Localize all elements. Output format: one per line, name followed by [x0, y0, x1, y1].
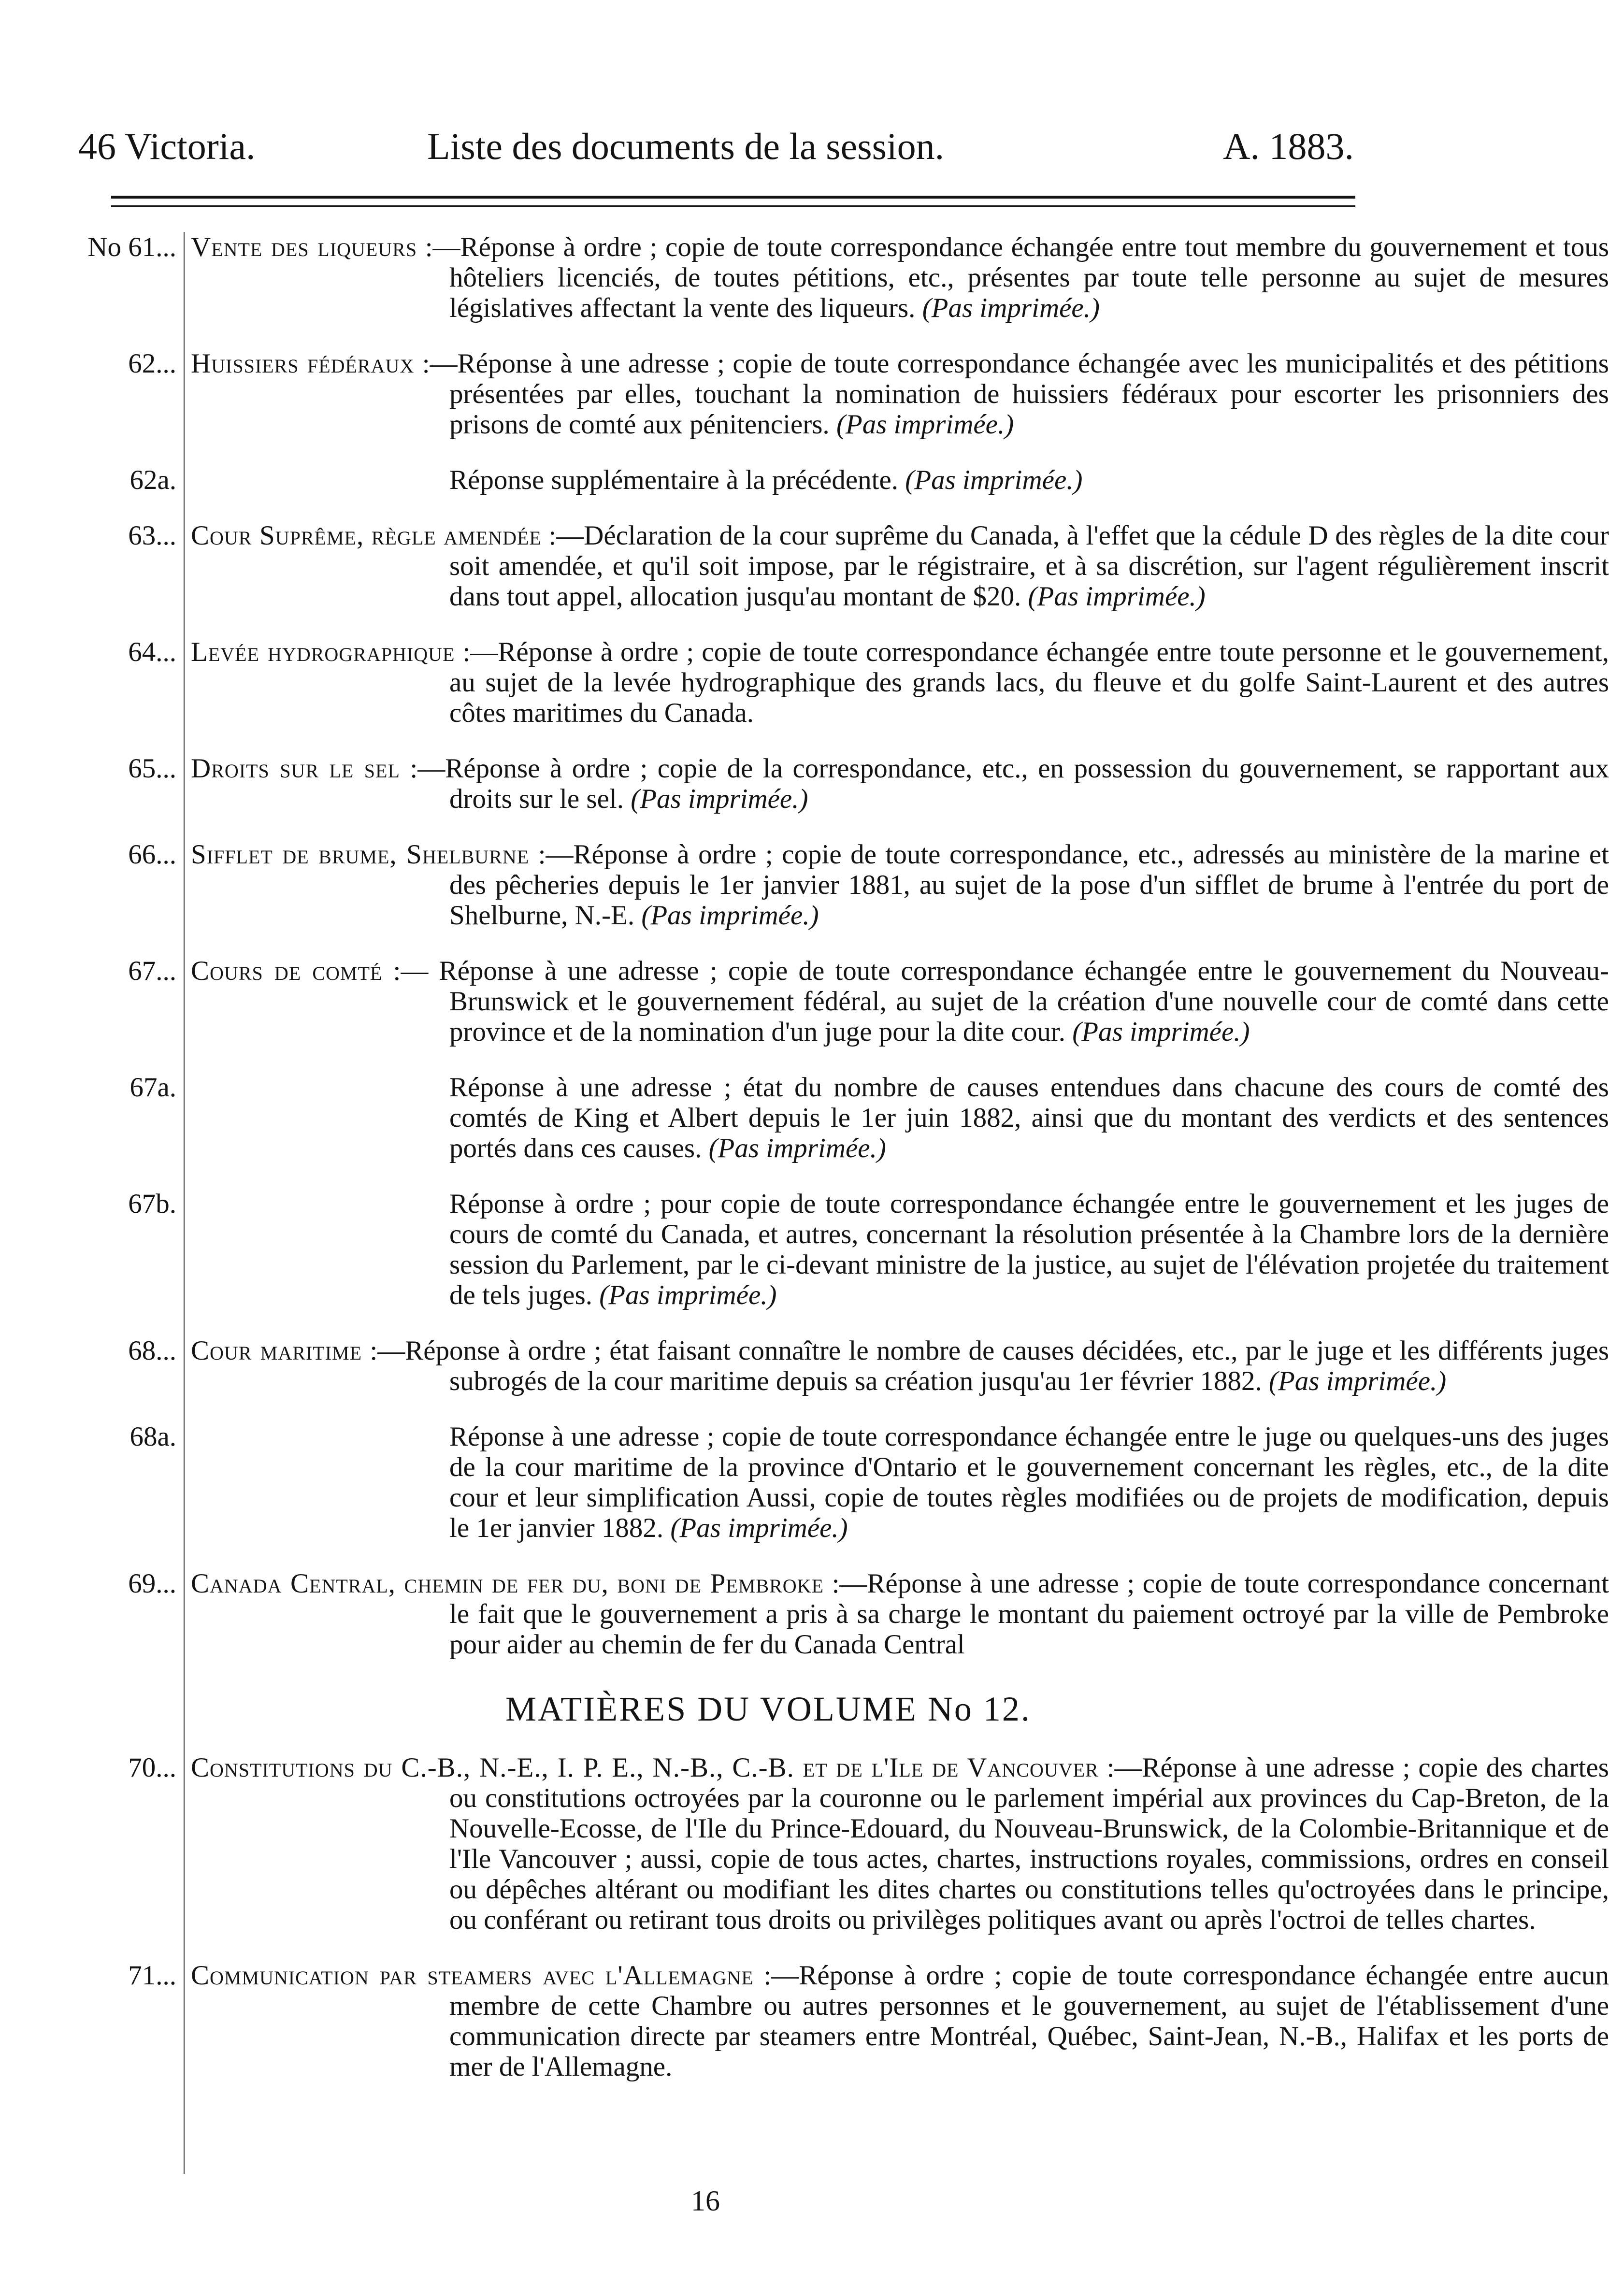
entry-print-note: (Pas imprimée.)	[670, 1513, 848, 1543]
entry-text: Réponse à ordre ; copie de toute correspondance échangée entre tout membre du gouvernement et tous hôteliers licenciés, de toutes pétitions, etc., présentes par toute telle personne au sujet de mesures législatives affectant la vente des liqueurs.	[449, 232, 1609, 323]
entry-print-note: (Pas imprimée.)	[922, 293, 1100, 323]
entry-print-note: (Pas imprimée.)	[631, 784, 808, 814]
entry-separator: :—	[823, 1568, 867, 1599]
entry-body	[191, 1335, 1609, 1396]
entry-title: Constitutions du C.-B., N.-E., I. P. E., N.-B., C.-B. et de l'Ile de Vancouver	[191, 1752, 1099, 1783]
entry-print-note: (Pas imprimée.)	[708, 1133, 886, 1163]
entry-text: Réponse à une adresse ; copie de toute correspondance concernant le fait que le gouvernement a pris à sa charge le montant du paiement octroyé par la ville de Pembroke pour aider au chemin de fer du Canada Central	[449, 1568, 1609, 1660]
entry-separator: :—	[362, 1335, 405, 1366]
entry-number: 71...	[128, 1960, 176, 1991]
document-entry	[0, 1072, 1609, 1163]
entry-title: Huissiers fédéraux	[191, 348, 415, 379]
entry-number: 67a.	[129, 1072, 176, 1103]
entry-separator: :—	[753, 1960, 799, 1991]
entry-number: 62...	[128, 348, 176, 379]
entry-number: 63...	[128, 520, 176, 551]
document-entry	[0, 839, 1609, 931]
entry-separator: :—	[529, 839, 574, 870]
entry-title: Levée hydrographique	[191, 637, 455, 667]
entry-body	[191, 1752, 1609, 1935]
entry-print-note: (Pas imprimée.)	[1028, 581, 1206, 612]
document-entry	[0, 348, 1609, 440]
entry-text: Réponse à ordre ; pour copie de toute correspondance échangée entre le gouvernement et les juges de cours de comté du Canada, et autres, concernant la résolution présentée à la Chambre lors de la dernière session du Parlement, par le ci-devant ministre de la justice, au sujet de l'élévation projetée du traitement de tels juges.	[449, 1189, 1609, 1310]
header-rule-thin	[111, 205, 1355, 207]
entry-text: Réponse à une adresse ; état du nombre de causes entendues dans chacune des cours de comté des comtés de King et Albert depuis le 1er juin 1882, ainsi que du montant des verdicts et des sentences portés dans ces causes.	[449, 1072, 1609, 1163]
entry-number: 70...	[128, 1752, 176, 1783]
entry-text: Réponse à ordre ; état faisant connaître le nombre de causes décidées, etc., par le juge et les différents juges subrogés de la cour maritime depuis sa création jusqu'au 1er février 1882.	[405, 1335, 1609, 1396]
entry-text: Réponse à une adresse ; copie de toute correspondance échangée entre le juge ou quelques-uns des juges de la cour maritime de la province d'Ontario et le gouvernement concernant les règles, etc., de la dite cour et leur simplification Aussi, copie de toutes règles modifiées ou de projets de modification, depuis le 1er janvier 1882.	[449, 1421, 1609, 1543]
document-entry	[0, 1568, 1609, 1660]
entry-separator: :—	[400, 753, 445, 784]
entry-body	[191, 465, 1609, 495]
document-entry	[0, 232, 1609, 323]
page-header	[78, 120, 1354, 173]
entry-body	[191, 839, 1609, 931]
entry-body	[191, 956, 1609, 1047]
entry-number: 68a.	[129, 1421, 176, 1452]
entry-separator: :—	[1098, 1752, 1142, 1783]
entry-number: 66...	[128, 839, 176, 870]
entry-body	[191, 637, 1609, 728]
entry-body	[191, 1421, 1609, 1543]
document-entry	[0, 956, 1609, 1047]
entry-body	[191, 348, 1609, 440]
document-entry	[0, 1752, 1609, 1935]
document-entry	[0, 520, 1609, 612]
document-entry	[0, 753, 1609, 814]
header-year: A. 1883.	[1223, 125, 1354, 167]
document-entry	[0, 637, 1609, 728]
entry-number: 67b.	[128, 1189, 176, 1219]
entry-title: Sifflet de brume, Shelburne	[191, 839, 530, 870]
entry-text: Réponse à ordre ; copie de toute correspondance échangée entre toute personne et le gouvernement, au sujet de la levée hydrographique des grands lacs, du fleuve et du golfe Saint-Laurent et des autres côtes maritimes du Canada.	[449, 637, 1609, 728]
entry-body	[191, 1568, 1609, 1660]
entry-separator: :—	[541, 520, 584, 551]
entry-separator: :—	[414, 348, 458, 379]
entry-number: 69...	[128, 1568, 176, 1599]
entry-body	[191, 232, 1609, 323]
entry-body	[191, 520, 1609, 612]
entry-title: Vente des liqueurs	[191, 232, 417, 262]
entry-text: Réponse à ordre ; copie de la correspondance, etc., en possession du gouvernement, se rapportant aux droits sur le sel.	[445, 753, 1609, 814]
document-entry	[0, 465, 1424, 495]
entry-title: Droits sur le sel	[191, 753, 400, 784]
entry-number: No 61...	[87, 232, 176, 262]
entry-text: Réponse à ordre ; copie de toute correspondance échangée entre aucun membre de cette Chambre ou autres personnes et le gouvernement, au sujet de l'établissement d'une communication directe par steamers entre Montréal, Québec, Saint-Jean, N.-B., Halifax et les ports de mer de l'Allemagne.	[449, 1960, 1609, 2082]
document-entry	[0, 1335, 1609, 1396]
document-entry	[0, 1189, 1609, 1310]
entry-text: Déclaration de la cour suprême du Canada, à l'effet que la cédule D des règles de la dite cour soit amendée, et qu'il soit impose, par le régistraire, et à sa discrétion, sur l'agent régulièrement inscrit dans tout appel, allocation jusqu'au montant de $20.	[449, 520, 1609, 612]
section-title: MATIÈRES DU VOLUME No 12.	[505, 1690, 1031, 1728]
entry-separator: :—	[417, 232, 460, 262]
entry-print-note: (Pas imprimée.)	[905, 465, 1083, 495]
entry-print-note: (Pas imprimée.)	[1268, 1366, 1447, 1396]
entry-text: Réponse à ordre ; copie de toute correspondance, etc., adressés au ministère de la marine et des pêcheries depuis le 1er janvier 1881, au sujet de la pose d'un sifflet de brume à l'entrée du port de Shelburne, N.-E.	[449, 839, 1609, 931]
entry-number: 62a.	[129, 465, 176, 495]
entry-body	[191, 1960, 1609, 2082]
entry-text: Réponse à une adresse ; copie de toute correspondance échangée entre le gouvernement du Nouveau-Brunswick et le gouvernement fédéral, au sujet de la création d'une nouvelle cour de comté dans cette province et de la nomination d'un juge pour la dite cour.	[439, 956, 1609, 1047]
entry-title: Cour maritime	[191, 1335, 362, 1366]
entry-title: Cour Suprême, règle amendée	[191, 520, 542, 551]
header-rule-thick	[111, 196, 1355, 199]
page-number: 16	[691, 2185, 720, 2217]
entry-body	[191, 753, 1609, 814]
entry-print-note: (Pas imprimée.)	[1072, 1017, 1250, 1047]
entry-separator: :—	[455, 637, 498, 667]
entry-body	[191, 1072, 1609, 1163]
entry-text: Réponse à une adresse ; copie de toute correspondance échangée avec les municipalités et des pétitions présentées par elles, touchant la nomination de huissiers fédéraux pour escorter les prisonniers des prisons de comté aux pénitenciers.	[449, 348, 1609, 440]
entry-number: 67...	[128, 956, 176, 986]
entry-title: Communication par steamers avec l'Allemagne	[191, 1960, 754, 1991]
entry-title: Cours de comté	[191, 956, 383, 986]
entry-text: Réponse supplémentaire à la précédente.	[449, 465, 899, 495]
document-entry	[0, 1421, 1609, 1543]
entry-number: 64...	[128, 637, 176, 667]
document-list	[0, 232, 1609, 2107]
entry-print-note: (Pas imprimée.)	[599, 1280, 777, 1310]
entry-print-note: (Pas imprimée.)	[641, 900, 819, 931]
entry-number: 68...	[128, 1335, 176, 1366]
entry-number: 65...	[128, 753, 176, 784]
header-session-label: 46 Victoria.	[78, 125, 256, 167]
entry-text: Réponse à une adresse ; copie des chartes ou constitutions octroyées par la couronne ou le parlement impérial aux provinces du Cap-Breton, de la Nouvelle-Ecosse, de l'Ile du Prince-Edouard, du Nouveau-Brunswick, de la Colombie-Britannique et de l'Ile Vancouver ; aussi, copie de tous actes, chartes, instructions royales, commissions, ordres en conseil ou dépêches altérant ou modifiant les dites chartes ou constitutions telles qu'octroyées dans le principe, ou conférant ou retirant tous droits ou privilèges politiques avant ou après l'octroi de telles chartes.	[449, 1752, 1609, 1935]
entry-separator: :—	[382, 956, 439, 986]
document-entry	[0, 1960, 1609, 2082]
entry-print-note: (Pas imprimée.)	[836, 409, 1014, 440]
header-title: Liste des documents de la session.	[427, 125, 945, 167]
entry-title: Canada Central, chemin de fer du, boni de Pembroke	[191, 1568, 824, 1599]
entry-body	[191, 1189, 1609, 1310]
